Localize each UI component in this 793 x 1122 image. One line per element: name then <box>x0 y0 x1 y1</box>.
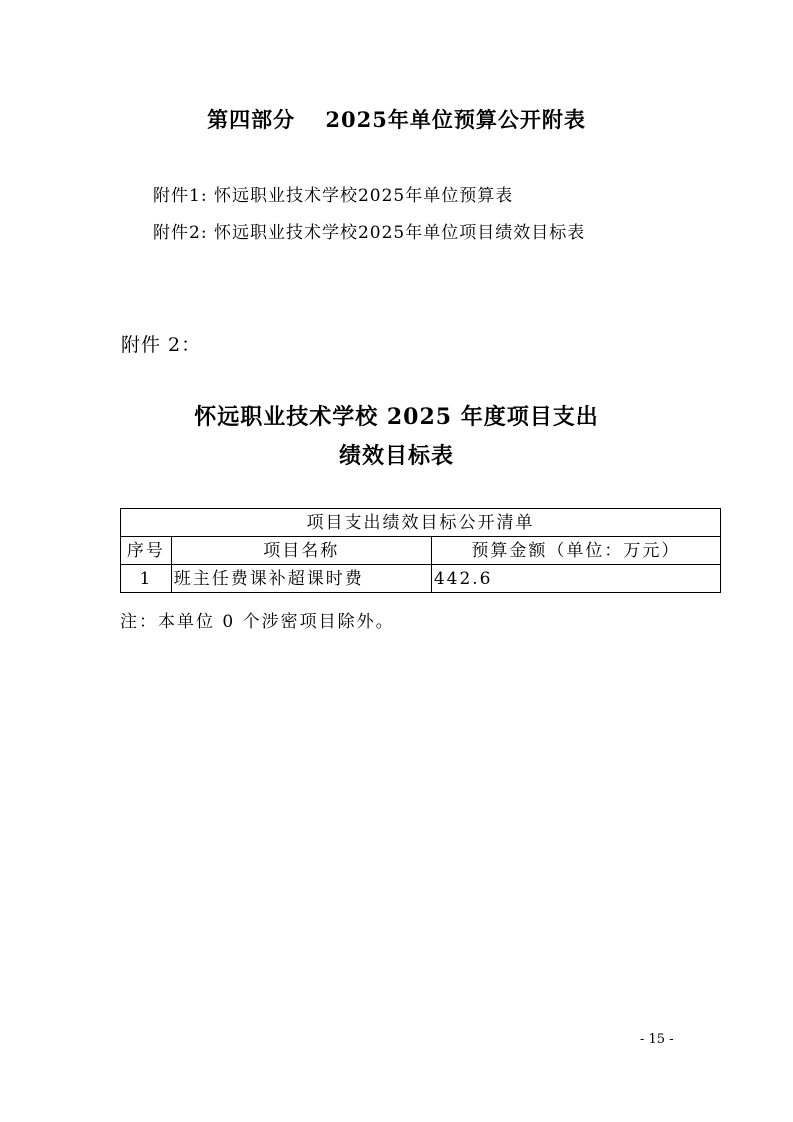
document-title-line-2: 绩效目标表 <box>338 443 454 469</box>
header-seq: 序号 <box>121 537 172 565</box>
cell-budget-amount: 442.6 <box>431 565 720 593</box>
table-caption: 项目支出绩效目标公开清单 <box>121 509 721 537</box>
page-number: - 15 - <box>640 1032 674 1047</box>
table-note: 注：本单位 0 个涉密项目除外。 <box>120 612 395 632</box>
cell-seq: 1 <box>121 565 172 593</box>
table-row <box>121 565 721 593</box>
performance-target-table <box>120 508 721 593</box>
attachment-1-line: 附件1: 怀远职业技术学校2025年单位预算表 <box>153 186 514 206</box>
header-budget-amount: 预算金额（单位：万元） <box>431 537 720 565</box>
table-header-row <box>121 537 721 565</box>
attachment-2-heading: 附件 2： <box>121 334 202 356</box>
header-project-name: 项目名称 <box>171 537 431 565</box>
part-title: 第四部分 2025年单位预算公开附表 <box>207 107 586 132</box>
table-caption-row <box>121 509 721 537</box>
document-title-line-1: 怀远职业技术学校 2025 年度项目支出 <box>194 404 599 430</box>
cell-project-name: 班主任费课补超课时费 <box>171 565 431 593</box>
attachment-2-line: 附件2: 怀远职业技术学校2025年单位项目绩效目标表 <box>153 223 586 243</box>
